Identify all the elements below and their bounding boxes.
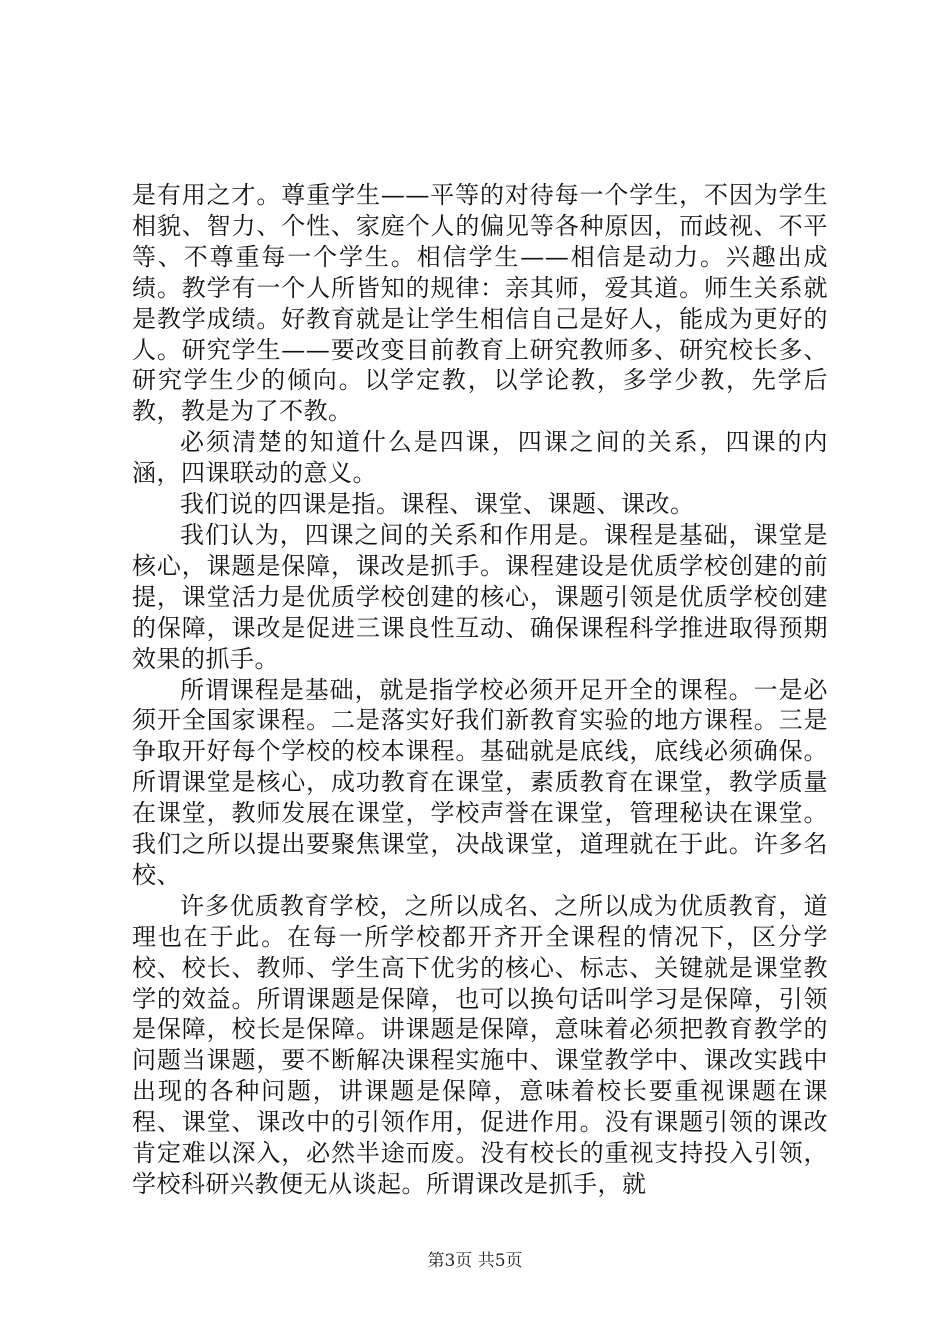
page-number-footer: 第3页 共5页 (427, 1251, 523, 1271)
paragraph-1: 是有用之才。尊重学生——平等的对待每一个学生，不因为学生相貌、智力、个性、家庭个人的偏见等各种原因，而歧视、不平等、不尊重每一个学生。相信学生——相信是动力。兴趣出成绩。教学有一个人所皆知的规律：亲其师，爱其道。师生关系就是教学成绩。好教育就是让学生相信自己是好人，能成为更好的人。研究学生——要改变目前教育上研究教师多、研究校长多、研究学生少的倾向。以学定教，以学论教，多学少教，先学后教，教是为了不教。 (132, 181, 828, 426)
paragraph-3: 我们说的四课是指。课程、课堂、课题、课改。 (180, 490, 695, 519)
paragraph-6: 许多优质教育学校，之所以成名、之所以成为优质教育，道理也在于此。在每一所学校都开齐开全课程的情况下，区分学校、校长、教师、学生高下优劣的核心、标志、关键就是课堂教学的效益。所谓课题是保障，也可以换句话叫学习是保障，引领是保障，校长是保障。讲课题是保障，意味着必须把教育教学的问题当课题，要不断解决课程实施中、课堂教学中、课改实践中出现的各种问题，讲课题是保障，意味着校长要重视课题在课程、课堂、课改中的引领作用，促进作用。没有课题引领的课改肯定难以深入，必然半途而废。没有校长的重视支持投入引领，学校科研兴教便无从谈起。所谓课改是抓手，就 (132, 891, 828, 1198)
paragraph-5: 所谓课程是基础，就是指学校必须开足开全的课程。一是必须开全国家课程。二是落实好我们新教育实验的地方课程。三是争取开好每个学校的校本课程。基础就是底线，底线必须确保。所谓课堂是核心，成功教育在课堂，素质教育在课堂，教学质量在课堂，教师发展在课堂，学校声誉在课堂，管理秘诀在课堂。我们之所以提出要聚焦课堂，决战课堂，道理就在于此。许多名校、 (132, 675, 828, 889)
document-body (132, 180, 828, 1200)
paragraph-4: 我们认为，四课之间的关系和作用是。课程是基础，课堂是核心，课题是保障，课改是抓手。课程建设是优质学校创建的前提，课堂活力是优质学校创建的核心，课题引领是优质学校创建的保障，课改是促进三课良性互动、确保课程科学推进取得预期效果的抓手。 (132, 520, 828, 673)
paragraph-2: 必须清楚的知道什么是四课，四课之间的关系，四课的内涵，四课联动的意义。 (132, 428, 828, 488)
